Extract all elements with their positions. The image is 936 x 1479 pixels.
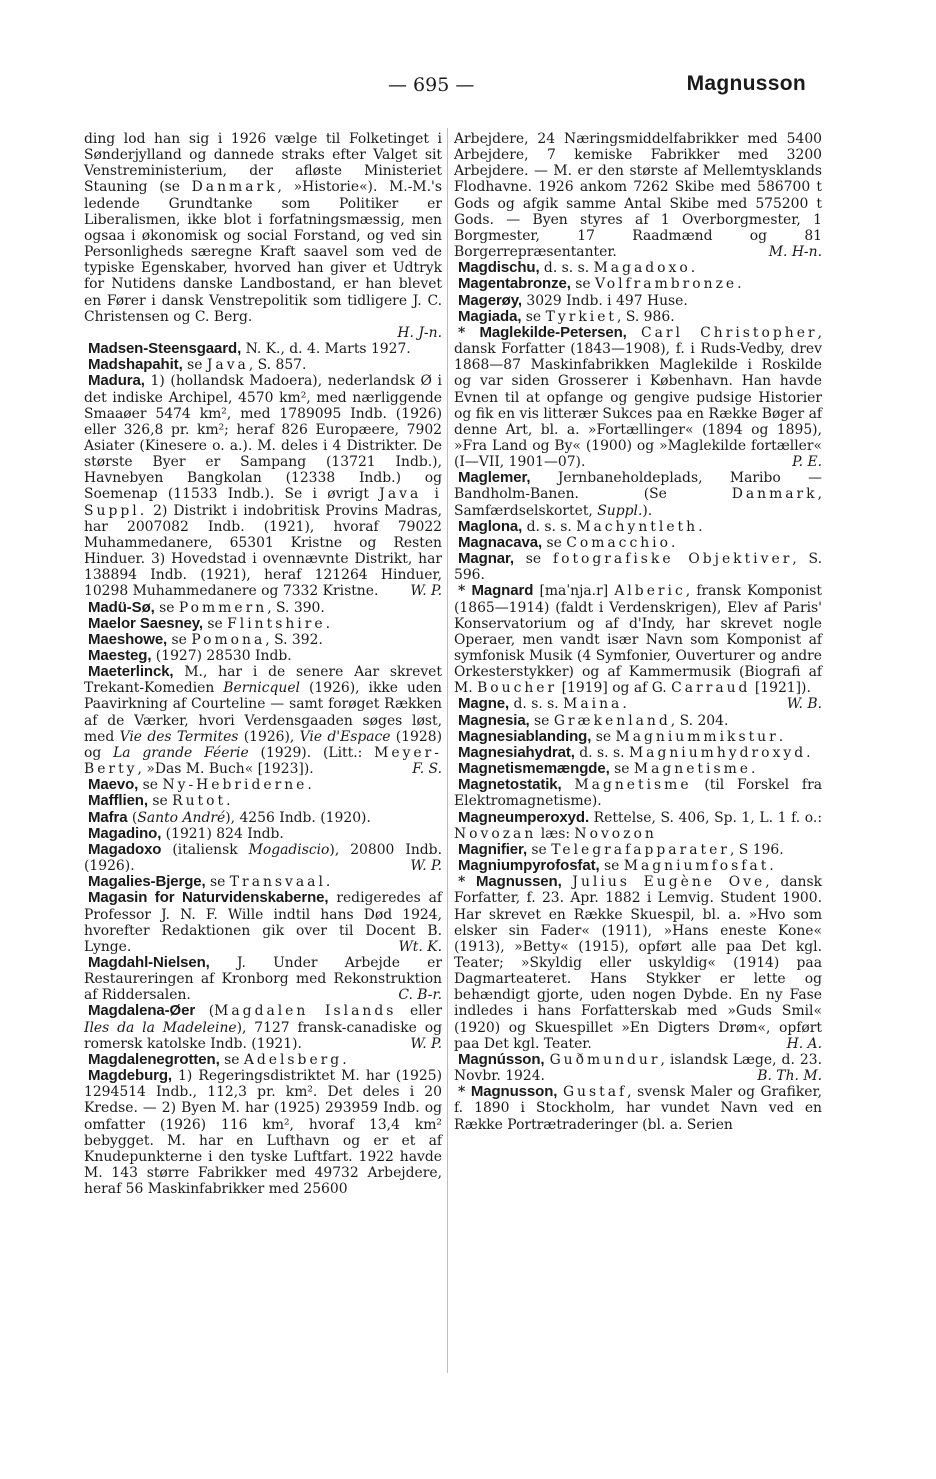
headword: Magerøy, [458,291,522,309]
cross-reference[interactable]: Pomona [191,631,266,648]
headword: Maesteg, [88,647,152,664]
author-signature: W. P. [410,583,442,600]
entry-mafflien: Mafflien, se Rutot. [88,792,231,810]
entry-magdahl-nielsen: Magdahl-Nielsen, J. Under Arbejde er Restaureringen af Kronborg med Rekonstruktion af Riddersalen. C. B-r. [84,953,442,1004]
cross-reference[interactable]: Magniumfosfat [623,858,770,875]
cross-reference[interactable]: Grækenland [553,712,671,729]
author-signature: P. E. [792,454,822,471]
cross-reference[interactable]: Java i Suppl. [84,486,442,519]
cross-reference[interactable]: Magadoxo [593,260,691,277]
author-signature: W. P. [410,858,442,875]
headword: Magnússon, [458,1050,545,1068]
headword: Maglona, [458,517,523,535]
new-entry-star-icon: * [458,874,466,891]
headword: Magnar, [458,550,514,568]
entry-magnar: Magnar, se fotografiske Objektiver, S. 596. [454,550,822,584]
headword: Maeterlinck, [88,663,174,681]
author-signature: H. J-n. [397,324,442,341]
entry-maesteg: Maesteg, (1927) 28530 Indb. [88,647,292,664]
headword: Maeshowe, [88,630,168,648]
entry-madshapahit: Madshapahit, se Java, S. 857. [88,356,307,374]
cross-reference: Boucher [477,680,558,697]
column-divider [447,128,448,1373]
headword: Magalies-Bjerge, [88,873,206,891]
cross-reference[interactable]: Magdalen Islands [214,1003,397,1020]
headword: Maelor Saesney, [88,614,203,632]
cross-reference: Julius Eugène Ove [572,874,766,891]
headword: Magniumpyrofosfat, [458,857,600,875]
cross-reference[interactable]: Flintshire [227,615,326,632]
headword: Mafra [88,808,128,826]
cross-reference[interactable]: Telegrafapparater [551,841,730,858]
author-signature: H. A. [786,1035,822,1052]
cross-reference[interactable]: Danmark [731,486,818,503]
cross-reference[interactable]: Adelsberg [243,1051,343,1068]
author-signature: C. B-r. [398,987,442,1004]
headword: Madsen-Steensgaard, [88,340,242,358]
cross-reference[interactable]: Magniummikstur [615,728,779,745]
author-signature: B. Th. M. [757,1068,822,1085]
headword: Magnesiablanding, [458,727,592,745]
entry-maglemer: Maglemer, Jernbaneholdeplads, Maribo — Bandholm-Banen. (Se Danmark, Samfærdselskortet, Suppl.). [454,469,822,519]
headword: Madshapahit, [88,356,183,374]
headword: Maevo, [88,776,139,794]
entry-magadino: Magadino, (1921) 824 Indb. [88,824,284,842]
entry-magalies-bjerge: Magalies-Bjerge, se Transvaal. [88,873,331,891]
entry-magdalena-oer: Magdalena-Øer (Magdalen Islands eller Iles da la Madeleine), 7127 fransk-canadiske og romersk katolske Indb. (1921). W. P. [84,1002,442,1052]
entry-mageroy: Magerøy, 3029 Indb. i 497 Huse. [458,291,688,309]
cross-reference[interactable]: Java [206,357,249,374]
entry-maglona: Maglona, d. s. s. Machyntleth. [458,517,703,535]
headword: Magdalenegrotten, [88,1050,220,1068]
cross-reference[interactable]: Maina [563,696,623,713]
cross-reference[interactable]: Rutot [172,793,227,810]
author-signature: F. S. [412,761,442,778]
cross-reference[interactable]: Magnetisme [633,761,751,778]
cross-reference[interactable]: Volframbronze [594,276,738,293]
cross-reference[interactable]: Magniumhydroxyd [628,744,807,761]
headword: Magdahl-Nielsen, [88,953,210,971]
cross-reference[interactable]: Tyrkiet [545,308,617,325]
entry-magnesiablanding: Magnesiablanding, se Magniummikstur. [458,727,784,745]
headword: Magnussen, [476,873,562,891]
entry-magentabronze: Magentabronze, se Volframbronze. [458,275,742,293]
left-column [84,131,442,1197]
entry-maglekilde-petersen: * Maglekilde-Petersen, Carl Christopher, dansk Forfatter (1843—1908), f. i Ruds-Vedby, drev 1868—87 Maskinfabrikken Maglekilde i Roskilde og var siden Grosserer i København. Han havde Evnen til at opfange og gengive pudsige Historier og fik en vis litterær Sukces paa en Række Bøger af denne Art, bl. a. »Fortællinger« (1894 og 1895), »Fra Land og By« (1900) og »Maglekilde fortæller« (I—VII, 1901—07). P. E. [454,323,822,471]
headword: Magadoxo [88,840,162,858]
new-entry-star-icon: * [458,583,466,600]
entry-magnard: * Magnard [maˈnja.r] Alberic, fransk Komponist (1865—1914) (faldt i Verdenskrigen), Elev af Paris' Konservatorium og af d'Indy, har skrevet nogle Operaer, men vandt især Navn som Komponist af symfonisk Musik (4 Symfonier, Ouverturer og andre Orkesterstykker) og af Kammermusik (Biografi af M. Boucher [1919] og af G. Carraud [1921]). W. B. [454,582,822,713]
entry-continuation: Arbejdere, 24 Næringsmiddelfabrikker med 5400 Arbejdere, 7 kemiske Fabrikker med 3200 Arbejdere. — M. er den største af Mellemtysklands Flodhavne. 1926 ankom 7262 Skibe med 586700 t Gods og afgik samme Antal Skibe med 575200 t Gods. — Byen styres af 1 Overborgmester, 1 Borgmester, 17 Raadmænd og 81 Borgerrepræsentanter. M. H-n. [454,131,822,261]
headword: Mafflien, [88,792,148,810]
entry-magnesia: Magnesia, se Grækenland, S. 204. [458,711,729,729]
entry-magiada: Magiada, se Tyrkiet, S. 986. [458,307,675,325]
headword: Magnetostatik, [458,776,562,794]
headword: Magasin for Naturvidenskaberne, [88,889,329,907]
headword: Magnard [471,582,534,600]
entry-madura: Madura, 1) (hollandsk Madoera), nederlandsk Ø i det indiske Archipel, 4570 km², med nærliggende Smaaøer 5474 km², med 1789095 Indb. (1926) eller 326,8 pr. km²; heraf 826 Europæere, 7902 Asiater (Kinesere o. a.). M. deles i 4 Distrikter. De største Byer er Sampang (13721 Indb.), Havnebyen Bangkolan (12338 Indb.) og Soemenap (11533 Indb.). Se i øvrigt Java i Suppl. 2) Distrikt i indobritisk Provins Madras, har 2007082 Indb. (1921), hvoraf 79022 Muhammedanere, 65301 Kristne og Resten Hinduer. 3) Hovedstad i ovennævnte Distrikt, har 138894 Indb. (1921), heraf 121264 Hinduer, 10298 Muhammedanere og 7332 Kristne. W. P. [84,372,442,600]
headword: Magdischu, [458,259,540,277]
headword: Magdeburg, [88,1067,172,1085]
headword: Magnesiahydrat, [458,743,575,761]
page-number: — 695 — [388,74,475,96]
entry-magadoxo: Magadoxo (italiensk Mogadiscio), 20800 Indb. (1926). W. P. [84,840,442,875]
entry-magnetismemaengde: Magnetismemængde, se Magnetisme. [458,760,756,778]
entry-magnusson-gudmundur: Magnússon, Guðmundur, islandsk Læge, d. 23. Novbr. 1924. B. Th. M. [454,1050,822,1085]
headword: Magne, [458,695,510,713]
headword: Magneumperoxyd. [458,808,590,826]
cross-reference: Guðmundur [549,1051,661,1068]
author-signature: Wt. K. [398,938,442,955]
entry-maelor-saesney: Maelor Saesney, se Flintshire. [88,614,330,632]
cross-reference[interactable]: Transvaal [229,874,326,891]
running-head: Magnusson [686,72,806,95]
author-signature: M. H-n. [768,244,822,261]
entry-mafra: Mafra (Santo André), 4256 Indb. (1920). [88,808,371,826]
entry-magneumperoxyd: Magneumperoxyd. Rettelse, S. 406, Sp. 1, L. 1 f. o.: Novozan læs: Novozon [454,808,822,842]
headword: Madura, [88,372,145,390]
page-header [0,74,936,106]
entry-magnussen: * Magnussen, Julius Eugène Ove, dansk Forfatter, f. 23. Apr. 1882 i Lemvig. Student 1900. Har skrevet en Række Skuespil, bl. a. »Hvo som elsker sin Fader« (1911), »Hans eneste Kone« (1913), »Betty« (1915), opført alle paa Det kgl. Teater; »Skyldig eller uskyldig« (1914) paa Dagmarteateret. Hans Stykker er lette og behændigt gjorte, uden nogen Dybde. En ny Fase indledes i hans Forfatterskab med »Guds Smil« (1920) og Skuespillet »En Digters Drøm«, opført paa Det kgl. Teater. H. A. [454,873,822,1052]
cross-reference[interactable]: Comacchio [566,534,671,551]
headword: Magnusson, [470,1083,558,1101]
entry-maeshowe: Maeshowe, se Pomona, S. 392. [88,630,323,648]
new-entry-star-icon: * [458,324,466,341]
entry-magnetostatik: Magnetostatik, Magnetisme (til Forskel fra Elektromagnetisme). [454,776,822,810]
cross-reference[interactable]: Machyntleth [576,518,699,535]
cross-reference[interactable]: fotografiske Objektiver [552,551,793,568]
headword: Magnesia, [458,711,530,729]
entry-magnifier: Magnifier, se Telegrafapparater, S 196. [458,840,784,858]
new-entry-star-icon: * [458,1084,466,1101]
cross-reference: Carl Christopher [640,324,818,341]
headword: Magentabronze, [458,275,571,293]
cross-reference[interactable]: Meyer-Berty [84,744,442,778]
headword: Magnacava, [458,533,543,551]
entry-madsen-steensgaard: Madsen-Steensgaard, N. K., d. 4. Marts 1927. [88,340,411,358]
entry-magnusson-gustaf: * Magnusson, Gustaf, svensk Maler og Grafiker, f. 1890 i Stockholm, har vundet Navn ved en Række Portrætraderinger (bl. a. Serien [454,1083,823,1133]
right-column [454,131,822,1133]
headword: Maglemer, [458,469,531,487]
headword: Magnifier, [458,840,528,858]
headword: Magadino, [88,824,162,842]
entry-continuation: ding lod han sig i 1926 vælge til Folketinget i Sønderjylland og dannede straks efter Valget sit Venstreministerium, der afløste Ministeriet Stauning (se Danmark, »Historie«). M.-M.'s ledende Grundtanke som Politiker er Liberalismen, ikke blot i forfatningsmæssig, men ogsaa i økonomisk og social Forstand, og ved sin Personligheds særegne Kraft saavel som ved de typiske Egenskaber, hvorved han giver et Udtryk for Nutidens danske Landbostand, er han blevet en Fører i dansk Venstrepolitik som tidligere J. C. Christensen og C. Berg. [84,131,442,325]
cross-reference: Novozon [574,825,657,842]
entry-magdischu: Magdischu, d. s. s. Magadoxo. [458,259,696,277]
headword: Maglekilde-Petersen, [479,323,627,341]
entry-magdalenegrotten: Magdalenegrotten, se Adelsberg. [88,1050,347,1068]
entry-madu-so: Madü-Sø, se Pommern, S. 390. [88,598,325,616]
cross-reference: Novozan [454,825,537,842]
entry-magne: Magne, d. s. s. Maina. [458,695,627,713]
cross-reference: Gustaf [562,1084,628,1101]
headword: Magiada, [458,307,522,325]
entry-maevo: Maevo, se Ny-Hebriderne. [88,776,312,794]
headword: Magnetismemængde, [458,760,610,778]
cross-reference[interactable]: Ny-Hebriderne [162,777,308,794]
entry-maeterlinck: Maeterlinck, M., har i de senere Aar skrevet Trekant-Komedien Bernicquel (1926), ikke uden Paavirkning af Courteline — samt forøget Rækken af de Værker, hvori Verdensgaaden søges løst, med Vie des Termites (1926), Vie d'Espace (1928) og La grande Féerie (1929). (Litt.: Meyer-Berty, »Das M. Buch« [1923]). F. S. [84,663,442,778]
cross-reference: Alberic [614,583,686,600]
entry-magdeburg: Magdeburg, 1) Regeringsdistriktet M. har (1925) 1294514 Indb., 112,3 pr. km². Det deles i 20 Kredse. — 2) Byen M. har (1925) 293959 Indb. og omfatter (1926) 116 km², hvoraf 13,4 km² bebygget. M. har en Lufthavn og er et af Knudepunkterne i den tyske Luftfart. 1922 havde M. 143 større Fabrikker med 49732 Arbejdere, heraf 56 Maskinfabrikker med 25600 [84,1067,442,1198]
cross-reference[interactable]: Pommern [178,599,268,616]
headword: Magdalena-Øer [88,1002,196,1020]
cross-reference: Carraud [671,680,751,697]
headword: Madü-Sø, [88,598,155,616]
author-signature: W. B. [786,696,822,713]
cross-reference[interactable]: Danmark [191,179,278,196]
entry-magnesiahydrat: Magnesiahydrat, d. s. s. Magniumhydroxyd. [458,743,811,761]
entry-magnacava: Magnacava, se Comacchio. [458,533,676,551]
author-signature: W. P. [410,1035,442,1052]
entry-magasin: Magasin for Naturvidenskaberne, redigeredes af Professor J. N. F. Wille indtil hans Død 1924, hvorefter Redaktionen gik over til Docent B. Lynge. Wt. K. [84,889,442,955]
entry-magniumpyrofosfat: Magniumpyrofosfat, se Magniumfosfat. [458,857,774,875]
cross-reference[interactable]: Magnetisme [574,777,692,794]
